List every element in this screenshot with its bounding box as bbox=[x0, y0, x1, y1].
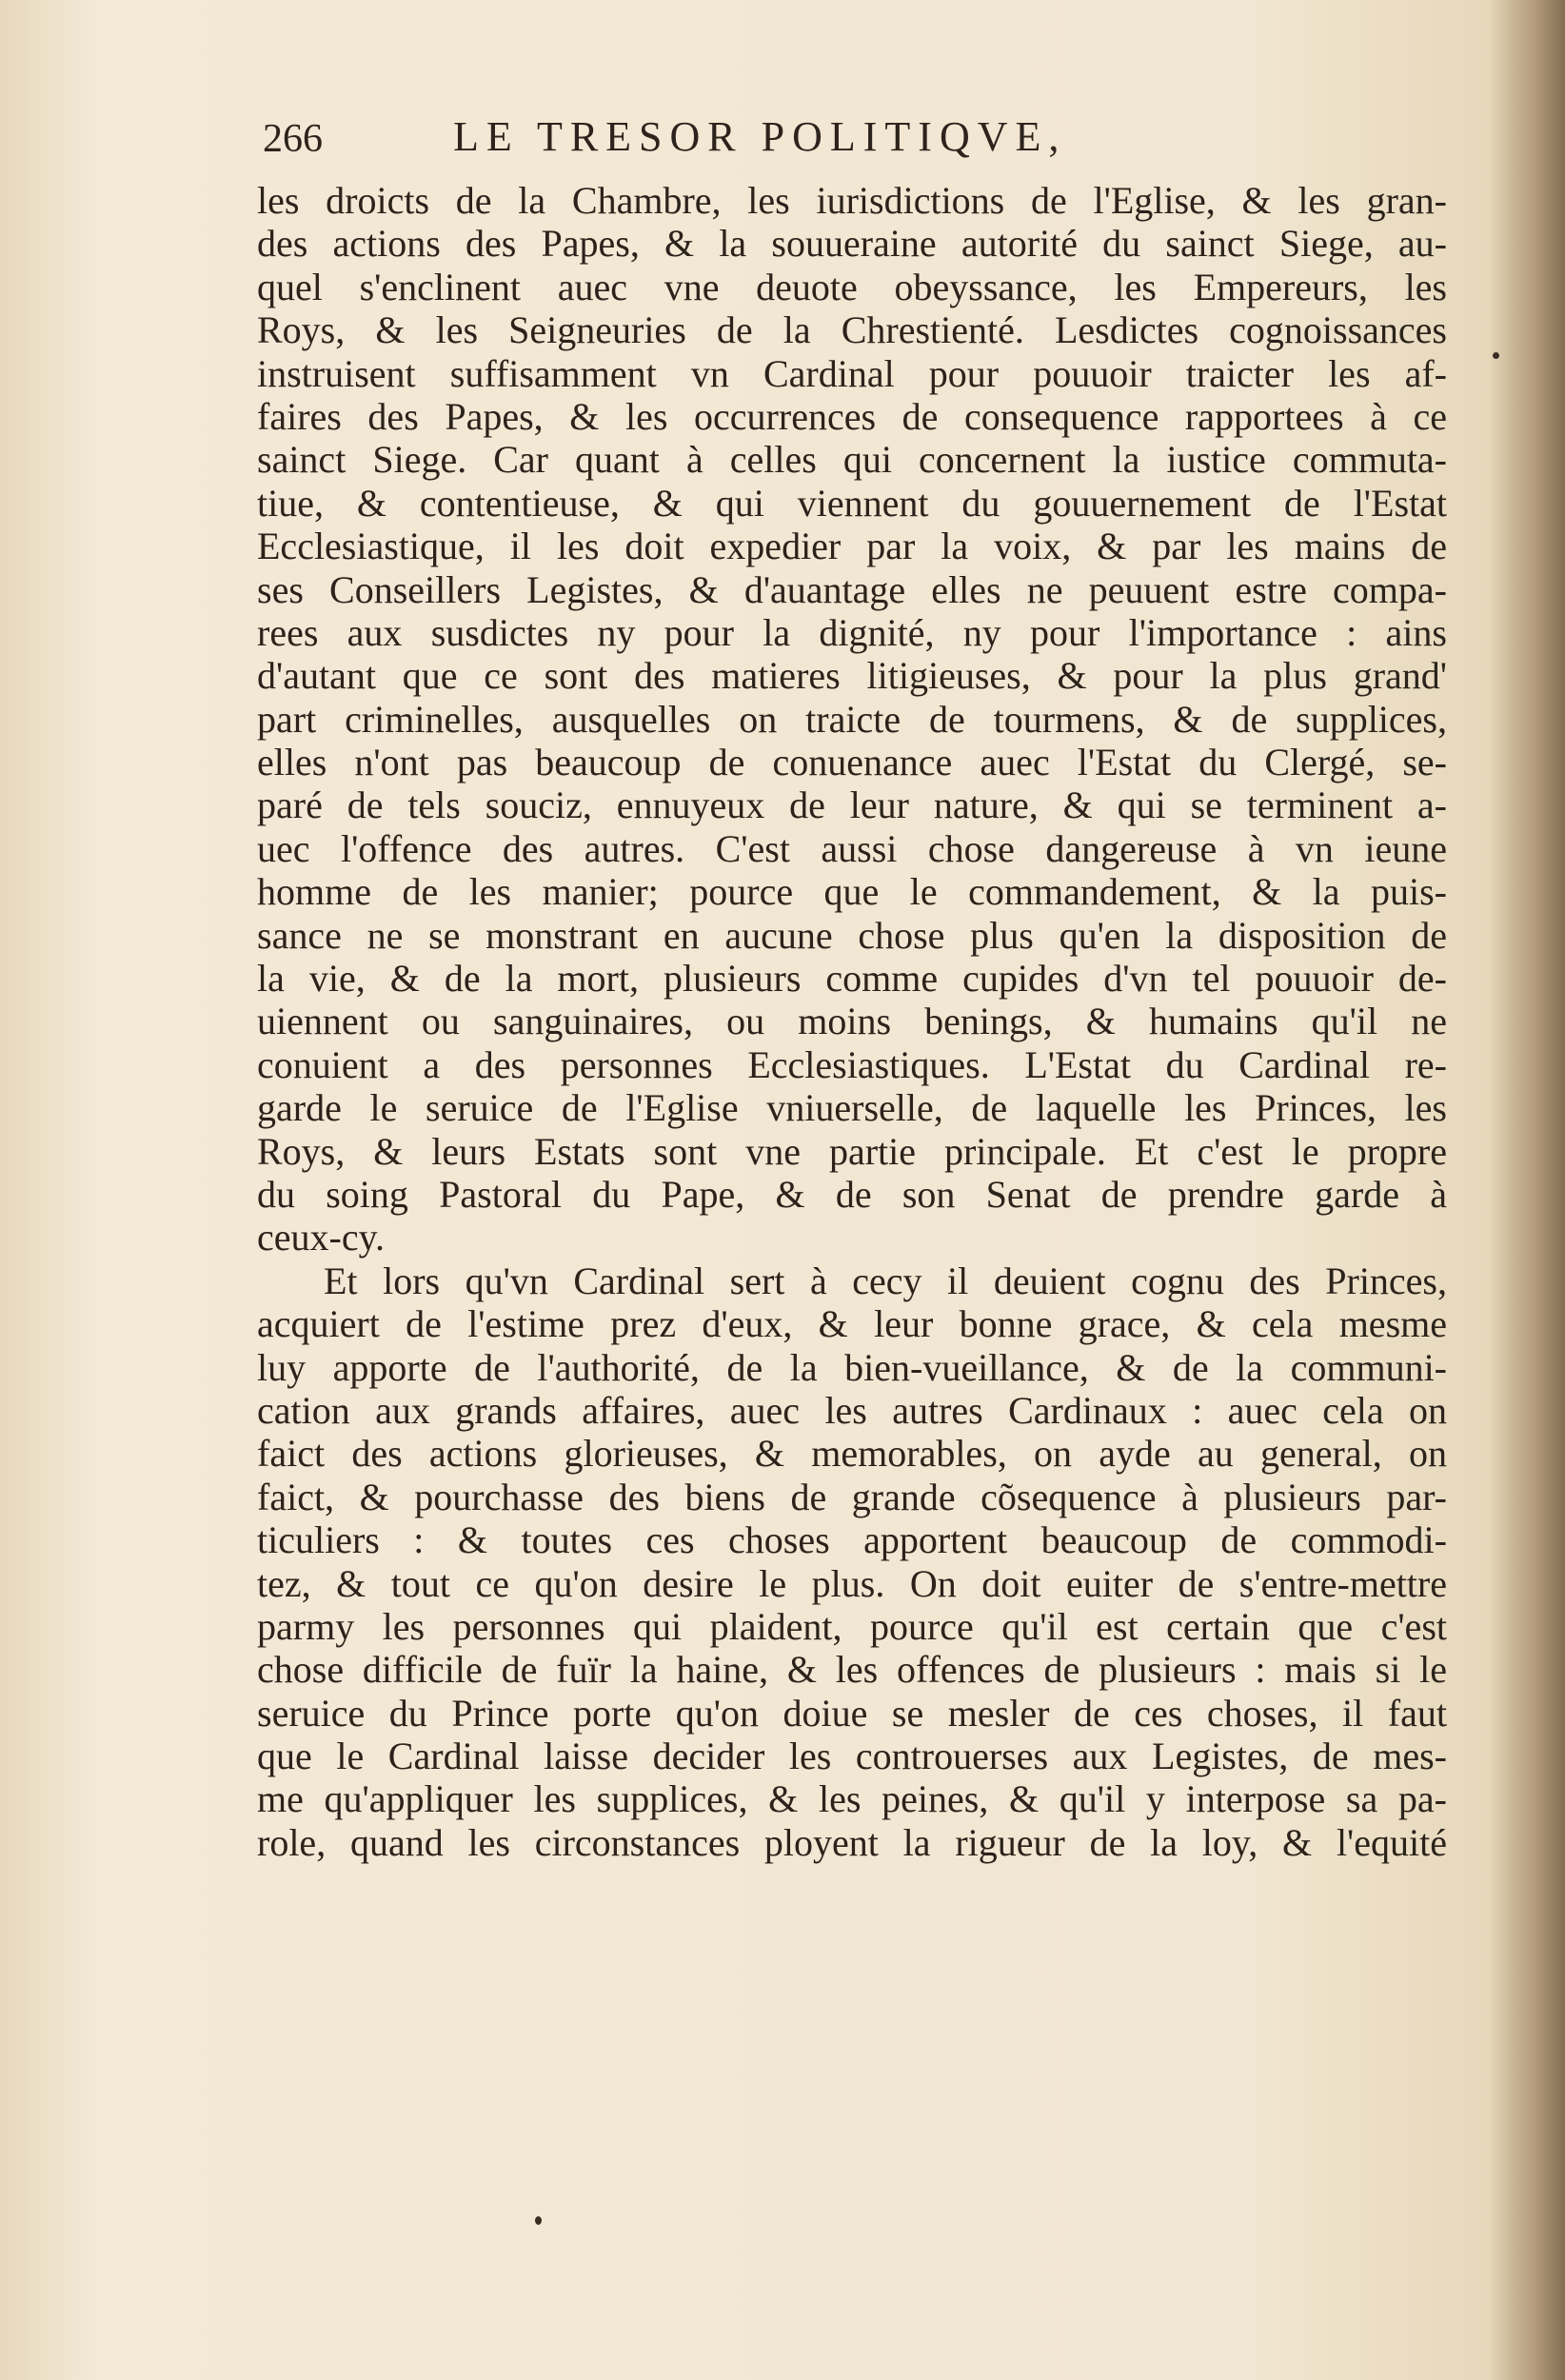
ink-spot bbox=[535, 2216, 542, 2225]
gutter-shadow bbox=[1489, 0, 1565, 2380]
text-line: conuient a des personnes Ecclesiastiques. L'Estat du Cardinal re- bbox=[257, 1042, 1447, 1086]
text-line: garde le seruice de l'Eglise vniuerselle, de laquelle les Princes, les bbox=[257, 1086, 1447, 1130]
text-line: acquiert de l'estime prez d'eux, & leur bonne grace, & cela mesme bbox=[257, 1302, 1447, 1346]
text-line: les droicts de la Chambre, les iurisdictions de l'Eglise, & les gran- bbox=[257, 179, 1447, 222]
text-line: seruice du Prince porte qu'on doiue se mesler de ces choses, il faut bbox=[257, 1691, 1447, 1735]
page-number: 266 bbox=[263, 117, 323, 161]
text-line: ceux-cy. bbox=[257, 1216, 385, 1259]
text-line: uec l'offence des autres. C'est aussi chose dangereuse à vn ieune bbox=[257, 826, 1447, 870]
ink-spot bbox=[1493, 352, 1499, 359]
text-line: me qu'appliquer les supplices, & les peines, & qu'il y interpose sa pa- bbox=[257, 1777, 1447, 1821]
text-line: quel s'enclinent auec vne deuote obeyssance, les Empereurs, les bbox=[257, 265, 1447, 308]
page-header bbox=[263, 112, 1281, 169]
paragraph-start-line: Et lors qu'vn Cardinal sert à cecy il deuient cognu des Princes, bbox=[324, 1259, 1447, 1302]
text-line: du soing Pastoral du Pape, & de son Senat de prendre garde à bbox=[257, 1172, 1447, 1216]
text-line: homme de les manier; pource que le commandement, & la puis- bbox=[257, 870, 1447, 914]
text-line: d'autant que ce sont des matieres litigieuses, & pour la plus grand' bbox=[257, 654, 1447, 698]
text-line: Roys, & les Seigneuries de la Chrestienté. Lesdictes cognoissances bbox=[257, 308, 1447, 352]
text-line: rees aux susdictes ny pour la dignité, ny pour l'importance : ains bbox=[257, 610, 1447, 654]
text-line: ticuliers : & toutes ces choses apportent beaucoup de commodi- bbox=[257, 1518, 1447, 1562]
text-line: tiue, & contentieuse, & qui viennent du gouuernement de l'Estat bbox=[257, 481, 1447, 525]
text-line: Roys, & leurs Estats sont vne partie principale. Et c'est le propre bbox=[257, 1129, 1447, 1173]
text-line: role, quand les circonstances ployent la rigueur de la loy, & l'equité bbox=[257, 1820, 1447, 1864]
text-line: tez, & tout ce qu'on desire le plus. On doit euiter de s'entre-mettre bbox=[257, 1561, 1447, 1605]
text-line: des actions des Papes, & la souueraine autorité du sainct Siege, au- bbox=[257, 222, 1447, 266]
running-title: LE TRESOR POLITIQVE, bbox=[453, 113, 1067, 160]
text-line: sainct Siege. Car quant à celles qui concernent la iustice commuta- bbox=[257, 438, 1447, 482]
text-line: sance ne se monstrant en aucune chose plus qu'en la disposition de bbox=[257, 913, 1447, 957]
text-line: instruisent suffisamment vn Cardinal pour pouuoir traicter les af- bbox=[257, 351, 1447, 395]
text-line: la vie, & de la mort, plusieurs comme cupides d'vn tel pouuoir de- bbox=[257, 957, 1447, 1001]
text-line: luy apporte de l'authorité, de la bien-vueillance, & de la communi- bbox=[257, 1345, 1447, 1389]
text-line: faires des Papes, & les occurrences de consequence rapportees à ce bbox=[257, 394, 1447, 438]
text-line: faict, & pourchasse des biens de grande cõsequence à plusieurs par- bbox=[257, 1475, 1447, 1518]
text-line: cation aux grands affaires, auec les autres Cardinaux : auec cela on bbox=[257, 1388, 1447, 1432]
text-line: part criminelles, ausquelles on traicte de tourmens, & de supplices, bbox=[257, 697, 1447, 741]
body-text bbox=[257, 179, 1447, 1864]
text-line: ses Conseillers Legistes, & d'auantage elles ne peuuent estre compa- bbox=[257, 567, 1447, 611]
text-line: Ecclesiastique, il les doit expedier par la voix, & par les mains de bbox=[257, 525, 1447, 568]
text-line: uiennent ou sanguinaires, ou moins benings, & humains qu'il ne bbox=[257, 1000, 1447, 1043]
text-line: parmy les personnes qui plaident, pource qu'il est certain que c'est bbox=[257, 1604, 1447, 1648]
text-line: chose difficile de fuïr la haine, & les offences de plusieurs : mais si le bbox=[257, 1648, 1447, 1692]
text-line: paré de tels souciz, ennuyeux de leur nature, & qui se terminent a- bbox=[257, 783, 1447, 827]
text-line: faict des actions glorieuses, & memorables, on ayde au general, on bbox=[257, 1432, 1447, 1476]
text-line: elles n'ont pas beaucoup de conuenance auec l'Estat du Clergé, se- bbox=[257, 741, 1447, 784]
text-line: que le Cardinal laisse decider les controuerses aux Legistes, de mes- bbox=[257, 1735, 1447, 1778]
